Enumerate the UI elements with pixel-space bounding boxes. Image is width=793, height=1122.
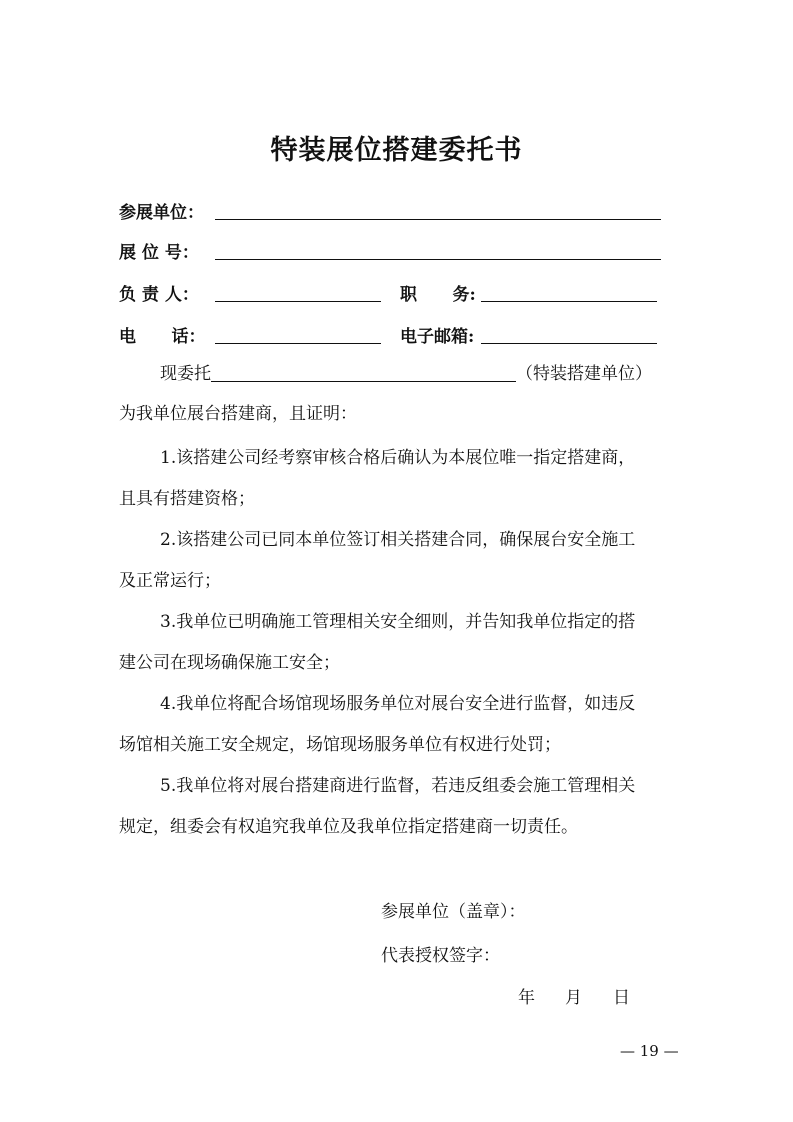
page-number: — 19 — [620, 1042, 679, 1060]
sign-label: 代表授权签字： [381, 946, 500, 966]
entrust-line-2: 为我单位展台搭建商，且证明： [119, 404, 357, 424]
person-label: 负 责 人： [119, 285, 199, 305]
position-blank[interactable] [481, 301, 657, 302]
item-4-line-2: 场馆相关施工安全规定，场馆现场服务单位有权进行处罚； [119, 735, 561, 755]
item-2-line-1: 2.该搭建公司已同本单位签订相关搭建合同，确保展台安全施工 [160, 530, 636, 550]
entrust-line [160, 362, 652, 386]
email-blank[interactable] [481, 343, 657, 344]
entrust-prefix: 现委托 [160, 364, 211, 384]
date-year: 年 [518, 988, 535, 1008]
email-label: 电子邮箱: [400, 327, 475, 347]
item-1-line-2: 且具有搭建资格； [119, 489, 255, 509]
builder-blank[interactable] [211, 363, 516, 382]
item-2-line-2: 及正常运行； [119, 571, 221, 591]
person-blank[interactable] [215, 301, 381, 302]
position-label: 职 务: [400, 285, 476, 305]
entrust-suffix: （特装搭建单位） [516, 364, 652, 384]
item-4-line-1: 4.我单位将配合场馆现场服务单位对展台安全进行监督，如违反 [160, 694, 636, 714]
item-5-line-1: 5.我单位将对展台搭建商进行监督，若违反组委会施工管理相关 [160, 776, 636, 796]
item-3-line-1: 3.我单位已明确施工管理相关安全细则，并告知我单位指定的搭 [160, 612, 636, 632]
document-title: 特装展位搭建委托书 [270, 135, 523, 166]
phone-blank[interactable] [215, 343, 381, 344]
booth-no-blank[interactable] [215, 259, 661, 260]
seal-label: 参展单位（盖章）： [381, 902, 526, 922]
date-month: 月 [565, 988, 582, 1008]
date-day: 日 [613, 988, 630, 1008]
item-5-line-2: 规定，组委会有权追究我单位及我单位指定搭建商一切责任。 [119, 817, 578, 837]
exhibitor-blank[interactable] [215, 219, 661, 220]
item-3-line-2: 建公司在现场确保施工安全； [119, 653, 340, 673]
booth-no-label: 展 位 号： [119, 243, 199, 263]
phone-label: 电 话： [119, 327, 206, 347]
exhibitor-label: 参展单位： [119, 203, 204, 223]
item-1-line-1: 1.该搭建公司经考察审核合格后确认为本展位唯一指定搭建商， [160, 448, 636, 468]
